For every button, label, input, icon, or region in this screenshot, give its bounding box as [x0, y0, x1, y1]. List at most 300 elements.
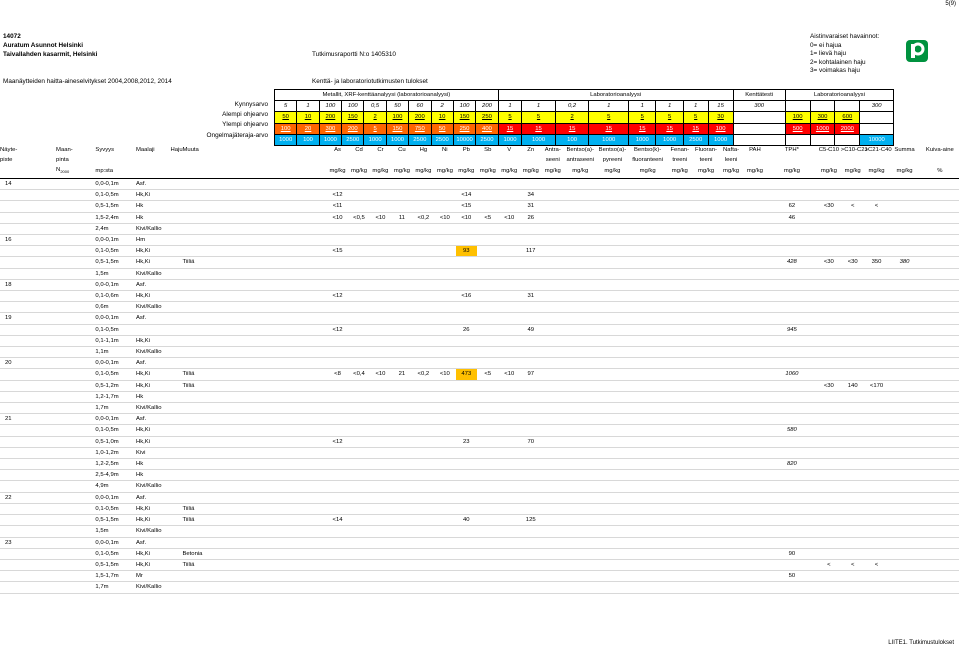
notes — [182, 302, 326, 313]
value-cell — [629, 414, 667, 425]
value-cell — [767, 414, 817, 425]
value-cell — [596, 571, 628, 582]
value-cell — [719, 414, 743, 425]
value-cell — [921, 571, 959, 582]
value-cell — [817, 302, 841, 313]
value-cell: 11 — [391, 212, 412, 223]
value-cell — [817, 459, 841, 470]
value-cell — [370, 302, 391, 313]
value-cell — [499, 503, 520, 514]
notes — [182, 291, 326, 302]
value-cell: < — [865, 559, 889, 570]
value-cell — [541, 425, 564, 436]
value-cell — [434, 436, 455, 447]
value-cell — [865, 369, 889, 380]
value-cell — [841, 414, 865, 425]
value-cell — [499, 515, 520, 526]
table-row — [0, 358, 959, 369]
value-cell — [327, 503, 348, 514]
value-cell: <10 — [370, 369, 391, 380]
header-cell: >C21-C40 — [864, 147, 892, 153]
value-cell — [499, 414, 520, 425]
value-cell — [596, 347, 628, 358]
value-cell: <15 — [456, 201, 477, 212]
value-cell — [629, 324, 667, 335]
value-cell — [817, 313, 841, 324]
value-cell: <16 — [456, 291, 477, 302]
value-cell — [743, 268, 767, 279]
value-cell — [434, 515, 455, 526]
value-cell — [327, 223, 348, 234]
limit-ylempi-cell: 2000 — [835, 123, 860, 134]
value-cell — [596, 324, 628, 335]
value-cell — [370, 548, 391, 559]
value-cell — [413, 268, 434, 279]
value-cell: <11 — [327, 201, 348, 212]
value-cell — [841, 212, 865, 223]
value-cell — [541, 503, 564, 514]
value-cell — [921, 291, 959, 302]
depth: 0,0-0,1m — [95, 235, 136, 246]
value-cell — [693, 291, 719, 302]
value-cell — [348, 526, 369, 537]
header-cell: mg/kg — [868, 168, 885, 175]
value-cell — [564, 246, 596, 257]
value-cell — [348, 459, 369, 470]
value-cell — [743, 291, 767, 302]
depth: 1,0-1,2m — [95, 447, 136, 458]
elevation — [56, 425, 95, 436]
value-cell: <170 — [865, 380, 889, 391]
value-cell — [865, 425, 889, 436]
value-cell — [348, 291, 369, 302]
value-cell — [667, 369, 693, 380]
value-cell — [629, 436, 667, 447]
odour — [171, 347, 183, 358]
value-cell — [499, 291, 520, 302]
value-cell — [477, 425, 498, 436]
limit-ongelma-cell: 10000 — [453, 134, 475, 145]
value-cell — [564, 425, 596, 436]
value-cell — [888, 324, 920, 335]
notes — [182, 391, 326, 402]
value-cell — [499, 537, 520, 548]
value-cell — [596, 526, 628, 537]
soil-type: Kivi/Kallio — [136, 302, 171, 313]
depth: 0,0-0,1m — [95, 414, 136, 425]
value-cell — [348, 515, 369, 526]
limit-alempi-cell: 5 — [629, 112, 656, 123]
limit-kynnysarvo-cell: 1 — [498, 101, 522, 112]
value-cell — [477, 459, 498, 470]
value-cell — [564, 369, 596, 380]
notes — [182, 414, 326, 425]
sample-point — [0, 246, 56, 257]
value-cell — [841, 492, 865, 503]
depth: 0,0-0,1m — [95, 537, 136, 548]
value-cell — [596, 179, 628, 190]
value-cell — [391, 279, 412, 290]
value-cell — [370, 403, 391, 414]
header-cell: mg/kg — [415, 168, 432, 175]
notes — [182, 358, 326, 369]
limit-kynnysarvo-cell: 60 — [409, 101, 431, 112]
elevation — [56, 537, 95, 548]
value-cell — [629, 235, 667, 246]
value-cell — [743, 515, 767, 526]
value-cell — [541, 347, 564, 358]
value-cell — [743, 347, 767, 358]
value-cell — [413, 559, 434, 570]
value-cell — [629, 201, 667, 212]
soil-type: Kivi/Kallio — [136, 268, 171, 279]
value-cell — [767, 515, 817, 526]
depth: 0,5-1,5m — [95, 257, 136, 268]
limit-kynnysarvo-cell — [835, 101, 860, 112]
limit-alempi-cell: 5 — [589, 112, 629, 123]
value-cell — [921, 391, 959, 402]
value-cell — [541, 223, 564, 234]
value-cell — [413, 425, 434, 436]
header-cell: mg/kg — [671, 168, 688, 175]
limit-kynnysarvo-cell: 0,2 — [555, 101, 589, 112]
value-cell — [327, 526, 348, 537]
value-cell — [743, 358, 767, 369]
value-cell — [456, 223, 477, 234]
limit-label-ylempi: Ylempi ohjearvo — [222, 121, 268, 129]
value-cell — [921, 526, 959, 537]
odour — [171, 212, 183, 223]
value-cell — [327, 481, 348, 492]
soil-type: Hk,Ki — [136, 369, 171, 380]
value-cell — [921, 470, 959, 481]
value-cell — [667, 268, 693, 279]
limit-ylempi-cell: 50 — [431, 123, 453, 134]
limit-alempi-cell: 200 — [409, 112, 431, 123]
header-cell: teeni — [699, 157, 713, 164]
value-cell — [520, 403, 541, 414]
value-cell — [499, 235, 520, 246]
soil-type: Hk,Ki — [136, 548, 171, 559]
value-cell — [921, 313, 959, 324]
value-cell — [370, 223, 391, 234]
value-cell — [596, 425, 628, 436]
odour — [171, 313, 183, 324]
table-row — [0, 347, 959, 358]
value-cell — [841, 369, 865, 380]
value-cell — [693, 470, 719, 481]
value-cell — [667, 414, 693, 425]
value-cell — [520, 235, 541, 246]
value-cell: <14 — [456, 190, 477, 201]
depth: 1,2-2,5m — [95, 459, 136, 470]
header-cell: mg/kg — [544, 168, 561, 175]
value-cell — [888, 414, 920, 425]
limit-ylempi-cell: 1000 — [810, 123, 835, 134]
value-cell — [520, 302, 541, 313]
value-cell — [541, 447, 564, 458]
value-cell — [693, 582, 719, 593]
value-cell — [391, 526, 412, 537]
value-cell — [564, 526, 596, 537]
value-cell — [413, 335, 434, 346]
limit-kynnysarvo-cell: 100 — [319, 101, 341, 112]
value-cell — [719, 582, 743, 593]
table-row — [0, 447, 959, 458]
value-cell — [667, 246, 693, 257]
value-cell — [767, 358, 817, 369]
value-cell — [434, 347, 455, 358]
value-cell — [693, 235, 719, 246]
value-cell — [865, 492, 889, 503]
value-cell — [434, 403, 455, 414]
depth: 1,5-1,7m — [95, 571, 136, 582]
value-cell — [888, 313, 920, 324]
value-cell — [629, 347, 667, 358]
value-cell — [888, 380, 920, 391]
value-cell — [841, 391, 865, 402]
value-cell — [499, 179, 520, 190]
soil-type: Asf. — [136, 414, 171, 425]
value-cell — [888, 436, 920, 447]
value-cell — [477, 246, 498, 257]
depth: 0,1-0,5m — [95, 246, 136, 257]
value-cell — [456, 358, 477, 369]
value-cell — [719, 380, 743, 391]
value-cell — [817, 425, 841, 436]
value-cell — [391, 515, 412, 526]
value-cell — [541, 179, 564, 190]
value-cell: 945 — [767, 324, 817, 335]
value-cell — [888, 481, 920, 492]
value-cell — [391, 436, 412, 447]
value-cell — [743, 537, 767, 548]
value-cell — [865, 470, 889, 481]
header-cell: Hg — [419, 147, 428, 153]
value-cell — [327, 447, 348, 458]
limit-alempi-cell: 600 — [835, 112, 860, 123]
value-cell — [841, 313, 865, 324]
value-cell — [596, 212, 628, 223]
value-cell — [596, 447, 628, 458]
value-cell — [413, 201, 434, 212]
value-cell — [596, 414, 628, 425]
limit-ylempi-cell: 15 — [629, 123, 656, 134]
odour — [171, 302, 183, 313]
value-cell — [629, 425, 667, 436]
value-cell — [370, 571, 391, 582]
value-cell — [921, 403, 959, 414]
value-cell — [348, 548, 369, 559]
value-cell — [629, 459, 667, 470]
header-cell: mg/kg — [746, 168, 763, 175]
value-cell — [348, 324, 369, 335]
value-cell — [327, 179, 348, 190]
notes — [182, 279, 326, 290]
value-cell — [743, 425, 767, 436]
odour — [171, 246, 183, 257]
table-row — [0, 503, 959, 514]
value-cell — [477, 335, 498, 346]
odour-legend-line: 1= lievä haju — [810, 50, 847, 58]
value-cell — [629, 492, 667, 503]
value-cell — [348, 347, 369, 358]
value-cell — [477, 291, 498, 302]
header-cell: Cd — [355, 147, 363, 153]
value-cell — [434, 324, 455, 335]
value-cell — [456, 571, 477, 582]
header-cell — [743, 155, 767, 165]
value-cell — [888, 503, 920, 514]
value-cell — [348, 503, 369, 514]
value-cell — [767, 481, 817, 492]
elevation — [56, 212, 95, 223]
value-cell — [434, 391, 455, 402]
value-cell — [520, 391, 541, 402]
depth: 1,5m — [95, 526, 136, 537]
limit-kynnysarvo-cell: 15 — [708, 101, 733, 112]
value-cell — [391, 559, 412, 570]
value-cell — [888, 515, 920, 526]
value-cell — [434, 358, 455, 369]
value-cell — [667, 257, 693, 268]
value-cell — [693, 492, 719, 503]
table-row — [0, 268, 959, 279]
value-cell — [865, 268, 889, 279]
value-cell: < — [817, 559, 841, 570]
value-cell — [921, 380, 959, 391]
value-cell — [434, 503, 455, 514]
odour — [171, 257, 183, 268]
value-cell — [370, 268, 391, 279]
elevation — [56, 190, 95, 201]
value-cell — [817, 335, 841, 346]
value-cell — [327, 257, 348, 268]
value-cell — [391, 347, 412, 358]
value-cell — [391, 414, 412, 425]
limit-label-alempi: Alempi ohjearvo — [222, 111, 268, 119]
value-cell — [348, 313, 369, 324]
value-cell — [921, 425, 959, 436]
value-cell — [719, 537, 743, 548]
header-cell: mg/kg — [522, 168, 539, 175]
value-cell — [743, 279, 767, 290]
value-cell — [865, 447, 889, 458]
value-cell — [921, 190, 959, 201]
value-cell — [865, 235, 889, 246]
value-cell — [413, 380, 434, 391]
value-cell — [841, 503, 865, 514]
elevation — [56, 526, 95, 537]
value-cell — [817, 492, 841, 503]
value-cell — [564, 201, 596, 212]
value-cell — [413, 246, 434, 257]
value-cell — [477, 179, 498, 190]
value-cell — [413, 526, 434, 537]
limit-ylempi-cell: 15 — [589, 123, 629, 134]
limit-ylempi-cell: 15 — [522, 123, 556, 134]
value-cell — [719, 447, 743, 458]
value-cell — [370, 470, 391, 481]
notes: Tiiliä — [182, 515, 326, 526]
value-cell — [693, 537, 719, 548]
value-cell — [348, 223, 369, 234]
value-cell — [767, 190, 817, 201]
header-cell: mg/kg — [501, 168, 518, 175]
soil-type: Hk — [136, 212, 171, 223]
header-cell — [171, 165, 183, 177]
table-row — [0, 582, 959, 593]
limit-ylempi-cell: 5 — [364, 123, 386, 134]
value-cell — [477, 548, 498, 559]
value-cell: <10 — [456, 212, 477, 223]
value-cell — [499, 335, 520, 346]
value-cell — [767, 246, 817, 257]
value-cell: 40 — [456, 515, 477, 526]
value-cell — [477, 492, 498, 503]
value-cell — [888, 223, 920, 234]
value-cell — [921, 414, 959, 425]
value-cell — [841, 515, 865, 526]
value-cell — [434, 537, 455, 548]
value-cell — [743, 324, 767, 335]
table-row — [0, 492, 959, 503]
limit-labels — [160, 100, 272, 141]
limit-ongelma-cell: 1000 — [589, 134, 629, 145]
value-cell — [327, 582, 348, 593]
value-cell — [865, 313, 889, 324]
value-cell — [499, 571, 520, 582]
odour — [171, 526, 183, 537]
value-cell — [888, 335, 920, 346]
value-cell — [841, 335, 865, 346]
value-cell — [629, 537, 667, 548]
odour — [171, 268, 183, 279]
value-cell: 62 — [767, 201, 817, 212]
value-cell — [629, 358, 667, 369]
value-cell — [667, 313, 693, 324]
elevation — [56, 470, 95, 481]
elevation — [56, 582, 95, 593]
odour — [171, 391, 183, 402]
value-cell — [541, 571, 564, 582]
value-cell — [865, 279, 889, 290]
sample-point — [0, 391, 56, 402]
limit-ongelma-cell: 2500 — [431, 134, 453, 145]
value-cell — [520, 571, 541, 582]
table-row — [0, 324, 959, 335]
value-cell — [477, 537, 498, 548]
soil-type: Asf. — [136, 279, 171, 290]
value-cell — [888, 201, 920, 212]
value-cell — [391, 492, 412, 503]
value-cell — [667, 335, 693, 346]
odour — [171, 492, 183, 503]
value-cell — [391, 380, 412, 391]
header-cell — [136, 155, 171, 165]
value-cell — [541, 313, 564, 324]
value-cell — [743, 470, 767, 481]
header-cell: Maan- — [56, 147, 73, 153]
limit-kynnysarvo-cell: 300 — [733, 101, 785, 112]
limit-alempi-cell: 30 — [708, 112, 733, 123]
value-cell — [667, 515, 693, 526]
value-cell: <12 — [327, 190, 348, 201]
value-cell: 21 — [391, 369, 412, 380]
header-cell: mg/kg — [820, 168, 837, 175]
table-row — [0, 246, 959, 257]
odour — [171, 537, 183, 548]
